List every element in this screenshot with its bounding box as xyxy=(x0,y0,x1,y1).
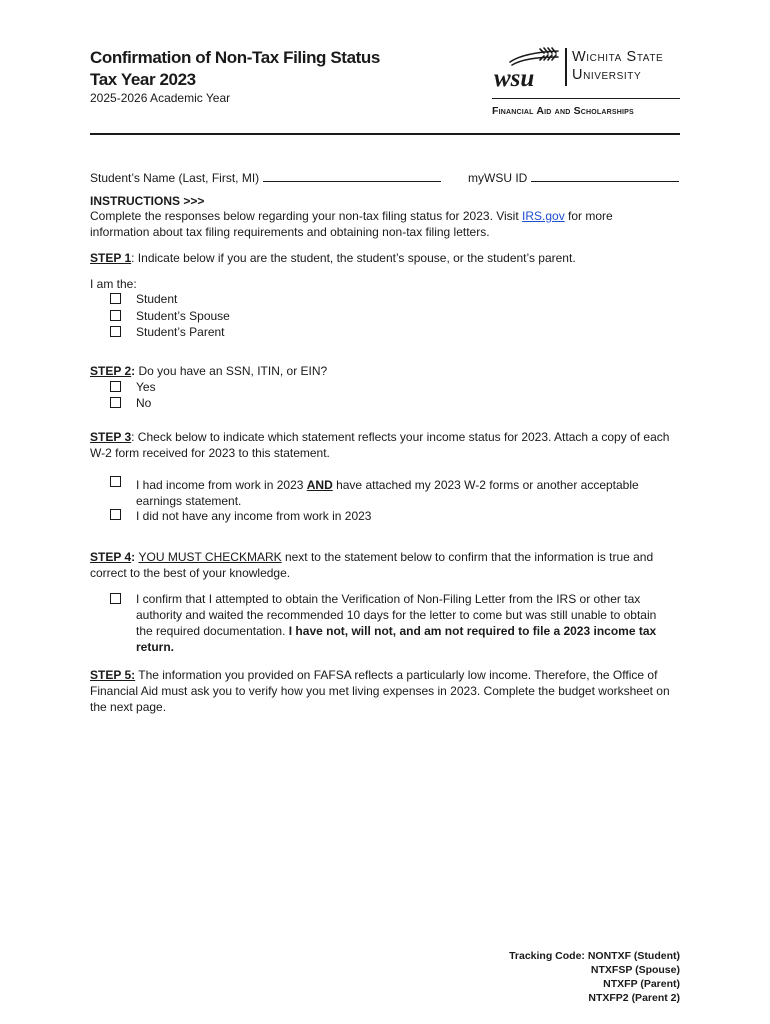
instructions-heading: INSTRUCTIONS >>> xyxy=(90,194,205,208)
title-line-2: Tax Year 2023 xyxy=(90,70,196,89)
student-name-label: Student’s Name (Last, First, MI) xyxy=(90,171,263,185)
wsu-shocker-logo-icon xyxy=(492,46,562,90)
tracking-line-2: NTXFSP (Spouse) xyxy=(590,964,680,976)
student-name-field[interactable] xyxy=(263,170,441,182)
option-yes-label: Yes xyxy=(136,380,156,394)
step2-question: Do you have an SSN, ITIN, or EIN? xyxy=(135,364,328,378)
student-info-row xyxy=(90,170,680,186)
logo-rule xyxy=(492,98,680,99)
instructions-text-a: Complete the responses below regarding your non-tax filing status for 2023. Visit xyxy=(90,209,523,223)
step1-description: : Indicate below if you are the student, the student’s spouse, or the student’s parent. xyxy=(131,251,576,265)
wsu-logo xyxy=(492,46,682,121)
checkbox-students-spouse[interactable] xyxy=(110,310,121,321)
instructions-text xyxy=(90,208,650,240)
had-income-text-a: I had income from work in 2023 xyxy=(136,478,307,492)
instructions-text-b: for more information about tax filing requirements and obtaining non-tax filing letters. xyxy=(90,209,613,239)
university-line-2: University xyxy=(572,67,642,83)
confirm-bold-text: I have not, will not, and am not required to file a 2023 income tax return. xyxy=(136,624,657,654)
department-name: Financial Aid and Scholarships xyxy=(492,105,634,117)
confirm-text: I confirm that I attempted to obtain the Verification of Non-Filing Letter from the IRS or other tax authority and waited the recommended 10 days for the letter to come but was still unable to obtain the required documentation. xyxy=(136,592,657,638)
step1-prompt: I am the: xyxy=(90,277,137,291)
logo-divider xyxy=(565,48,567,86)
checkbox-no-income[interactable] xyxy=(110,509,121,520)
irs-link[interactable]: IRS.gov xyxy=(522,209,565,223)
academic-year: 2025-2026 Academic Year xyxy=(90,91,231,105)
checkbox-students-parent[interactable] xyxy=(110,326,121,337)
step5-description: The information you provided on FAFSA reflects a particularly low income. Therefore, the Office of Financial Aid must ask you to verify how you met living expenses in 2023. Complete the budget worksheet on the next page. xyxy=(90,668,670,714)
had-income-text-b: have attached my 2023 W-2 forms or another acceptable earnings statement. xyxy=(136,478,639,508)
tracking-line-3: NTXFP (Parent) xyxy=(603,978,680,990)
university-line-1: Wichita State xyxy=(572,49,664,65)
option-parent-label: Student’s Parent xyxy=(136,325,225,339)
mywsu-id-field[interactable] xyxy=(531,170,679,182)
checkbox-no[interactable] xyxy=(110,397,121,408)
step4-label: STEP 4 xyxy=(90,550,132,564)
step4-text xyxy=(90,549,678,581)
confirm-statement xyxy=(136,591,671,655)
option-no-label: No xyxy=(136,396,152,410)
option-had-income-label xyxy=(136,477,676,509)
step3-description: : Check below to indicate which statement reflects your income status for 2023. Attach a copy of each W-2 form received for 2023 to this statement. xyxy=(90,430,670,460)
step1-text xyxy=(90,250,680,266)
option-spouse-label: Student’s Spouse xyxy=(136,309,230,323)
tracking-line-1: Tracking Code: NONTXF (Student) xyxy=(509,950,680,962)
step2-label: STEP 2 xyxy=(90,364,132,378)
step2-colon: : xyxy=(131,364,136,378)
step1-label: STEP 1 xyxy=(90,251,132,265)
step2-text xyxy=(90,363,327,379)
checkbox-student[interactable] xyxy=(110,293,121,304)
logo-mark-text: wsu xyxy=(494,65,535,90)
checkbox-yes[interactable] xyxy=(110,381,121,392)
university-name xyxy=(572,48,663,84)
title-line-1: Confirmation of Non-Tax Filing Status xyxy=(90,48,380,67)
step4-emphasis: YOU MUST CHECKMARK xyxy=(138,550,282,564)
option-no-income-label: I did not have any income from work in 2023 xyxy=(136,509,372,523)
step5-label: STEP 5: xyxy=(90,668,136,682)
tracking-codes xyxy=(509,949,680,1005)
step3-label: STEP 3 xyxy=(90,430,132,444)
tracking-line-4: NTXFP2 (Parent 2) xyxy=(588,992,680,1004)
page-title xyxy=(90,47,380,91)
checkbox-confirm[interactable] xyxy=(110,593,121,604)
header-rule xyxy=(90,133,680,135)
step3-text xyxy=(90,429,678,461)
step5-text xyxy=(90,667,678,715)
mywsu-id-label: myWSU ID xyxy=(468,171,531,185)
step4-description: next to the statement below to confirm that the information is true and correct to the best of your knowledge. xyxy=(90,550,654,580)
checkbox-had-income[interactable] xyxy=(110,476,121,487)
option-student-label: Student xyxy=(136,292,178,306)
had-income-and: AND xyxy=(306,478,333,492)
step4-colon: : xyxy=(131,550,139,564)
